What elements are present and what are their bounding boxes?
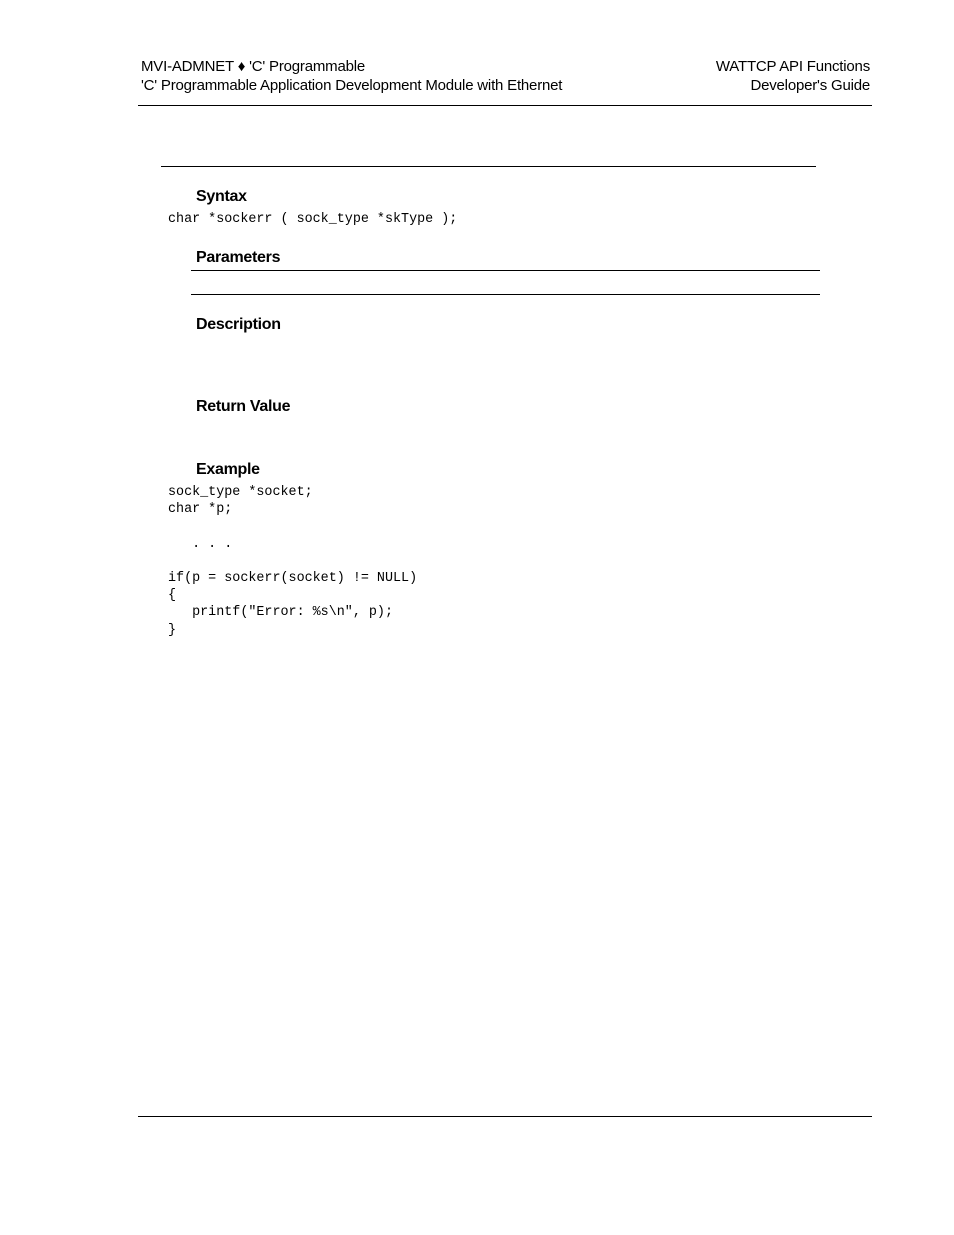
syntax-code: char *sockerr ( sock_type *skType ); [168,212,458,227]
parameters-heading: Parameters [196,249,281,266]
header-right [716,57,870,95]
syntax-heading: Syntax [196,188,247,205]
guide-title: Developer's Guide [750,77,870,94]
product-subtitle: 'C' Programmable Application Development Module with Ethernet [141,77,563,94]
header-left [141,57,562,95]
function-title-rule [161,166,816,167]
page-header [138,56,872,106]
chapter-title: WATTCP API Functions [715,58,870,75]
example-code: sock_type *socket; char *p; . . . if(p = sockerr(socket) != NULL) { printf("Error: %s\n", p); } [168,485,418,638]
example-heading: Example [196,461,260,478]
footer-rule [138,1116,872,1117]
product-title: MVI-ADMNET ♦ 'C' Programmable [141,58,366,75]
description-heading: Description [196,316,281,333]
parameters-table-bottom-rule [191,294,820,295]
parameters-table-top-rule [191,270,820,271]
return-value-heading: Return Value [196,398,291,415]
